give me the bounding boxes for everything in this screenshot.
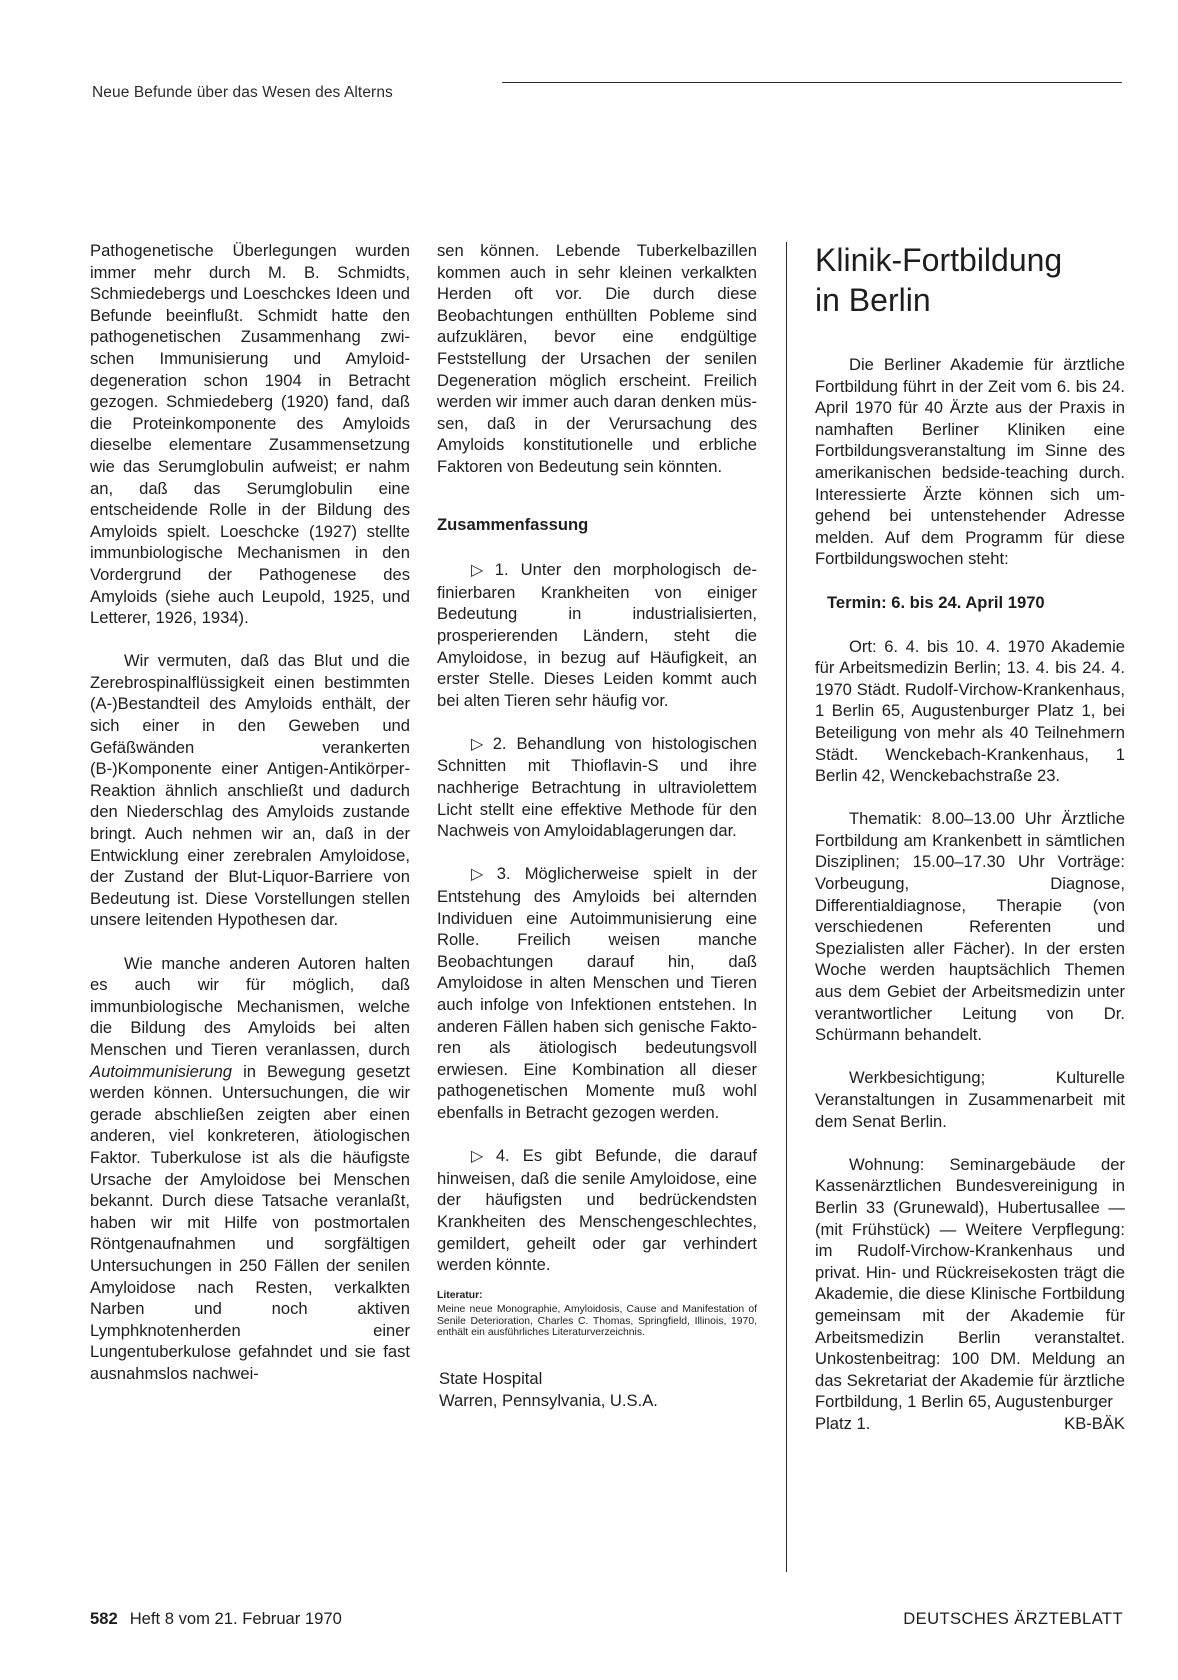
issue-info: Heft 8 vom 21. Februar 1970 [129,1609,342,1628]
termin-line: Termin: 6. bis 24. April 1970 [827,592,1045,612]
footer-left [90,1609,342,1629]
paragraph [90,953,410,1385]
list-item [437,733,757,842]
triangle-bullet-icon: ▷ [471,735,489,753]
list-item-text: 1. Unter den morphologisch definierbaren Krankheiten von einiger Bedeutung in industrialisierten, prosperierenden Ländern, steht die Amyloidose, in bezug auf Häufigkeit, an erster Stelle. Dieses Leiden kommt auch bei alten Tieren sehr häufig vor. [437,560,758,710]
journal-name: DEUTSCHES ÄRZTEBLATT [903,1609,1123,1628]
paragraph: Wir vermuten, daß das Blut und die Zerebrospinalflüssigkeit einen bestimmten (A-)Bestandteil des Amyloids enthält, der sich einer in den Geweben und Gefäßwänden verankerten (B-)Komponente einer Antigen-Antikörper-Reaktion ähnlich anschließt und dadurch den Niederschlag des Amyloids zustande bringt. Auch nehmen wir an, daß in der Entwicklung einer zerebralen Amyloidose, der Zustand der Blut-Liquor-Barriere von Bedeutung ist. Diese Vorstellungen stellen unsere leitenden Hypothesen dar. [90,651,410,930]
column-3 [815,240,1125,1435]
triangle-bullet-icon: ▷ [471,1148,492,1166]
list-item-text: 4. Es gibt Befunde, die darauf hinweisen, daß die senile Amyloidose, eine der häufigsten und bedrückendsten Krankheiten des Menschengeschlechtes, gemildert, geheilt oder gar verhindert werden könnte. [437,1146,757,1275]
list-item-text: 3. Möglicherweise spielt in der Entstehung des Amyloids bei alternden Individuen eine Autoimmunisierung eine Rolle. Freilich weisen manche Beobachtungen darauf hin, daß Amyloidose in alten Menschen und Tieren auch infolge von Infektionen entstehen. In anderen Fällen haben sich genische Faktoren als ätiologisch bedeutungsvoll erwiesen. Eine Kombination all dieser pathogenetischen Momente muß wohl ebenfalls in Betracht gezogen werden. [437,864,757,1122]
paragraph: Werkbesichtigung; Kulturelle Veranstaltungen in Zusammenarbeit mit dem Senat Berlin. [815,1068,1125,1131]
list-item-text: 2. Behandlung von histologischen Schnitten mit Thioflavin-S und ihre nachherige Betrachtung in ultraviolettem Licht stellt eine effektive Methode für den Nachweis von Amyloidablagerungen dar. [437,733,757,841]
page-number: 582 [90,1609,118,1628]
column-rule [786,242,787,1572]
last-line: Platz 1. [815,1413,871,1433]
title-line: Klinik-Fortbildung [815,242,1063,278]
triangle-bullet-icon: ▷ [471,866,493,884]
title-line: in Berlin [815,282,931,318]
list-item [437,1145,757,1276]
paragraph: Die Berliner Akademie für ärztliche Fortbildung führt in der Zeit vom 6. bis 24. April 1970 für 40 Ärzte aus der Praxis in namhaften Berliner Kliniken eine Fortbildungsveranstaltung im Sinne des amerikanischen bedside-teaching durch. Interessierte Ärzte können sich umgehend bei untenstehender Adresse melden. Auf dem Programm für diese Fortbildungswochen steht: [815,355,1125,569]
paragraph: sen können. Lebende Tuberkelbazillen kommen auch in sehr kleinen verkalkten Herden oft vor. Die durch diese Beobachtungen enthüllten Pobleme sind aufzuklären, bevor eine endgültige Feststellung der Ursachen der senilen Degeneration möglich erscheint. Freilich werden wir immer auch daran denken müssen, daß in der Verursachung des Amyloids konstitutionelle und erbliche Faktoren von Bedeutung sein könnten. [437,241,757,476]
emphasis: Autoimmunisierung [90,1061,233,1081]
address-line: State Hospital [439,1369,543,1389]
header-rule [502,82,1122,83]
paragraph: Thematik: 8.00–13.00 Uhr Ärztliche Fortbildung am Krankenbett in sämtlichen Disziplinen; 15.00–17.30 Uhr Vorträge: Vorbeugung, Diagnose, Differentialdiagnose, Therapie (von verschiedenen Referenten und Spezialisten aller Fächer). In der ersten Woche werden hauptsächlich Themen aus dem Gebiet der Arbeitsmedizin unter verantwortlicher Leitung von Dr. Schürmann behandelt. [815,809,1125,1045]
paragraph: Pathogenetische Überlegungen wurden immer mehr durch M. B. Schmidts, Schmiedebergs und Loeschckes Ideen und Befunde beeinflußt. Schmidt hatte den pathogenetischen Zusammenhang zwischen Immunisierung und Amyloiddegeneration schon 1904 in Betracht gezogen. Schmiedeberg (1920) fand, daß die Proteinkomponente des Amyloids dieselbe elementare Zusammensetzung wie das Serumglobulin aufweist; er nahm an, daß das Serumglobulin eine entscheidende Rolle in der Bildung des Amyloids spielt. Loeschcke (1927) stellte immunbiologische Mechanismen in den Vordergrund der Pathogenese des Amyloids (siehe auch Leupold, 1925, und Letterer, 1926, 1934). [90,241,410,628]
list-item [437,863,757,1123]
address-line: Warren, Pennsylvania, U.S.A. [439,1391,658,1411]
announcement-title [815,240,1125,320]
references-body: Meine neue Monographie, Amyloidosis, Cause and Manifestation of Senile Deterioration, Charles C. Thomas, Springfield, Illinois, 1970, enthält ein ausführliches Literaturverzeichnis. [437,1304,757,1338]
text-run: Wie manche anderen Autoren halten es auch wir für möglich, daß immunbiologische Mechanismen, welche die Bildung des Amyloids bei alten Menschen und Tieren veranlassen, durch [90,953,410,1059]
signature: KB-BÄK [1064,1413,1125,1433]
references [437,1290,757,1339]
column-1 [90,240,410,1384]
column-2 [437,240,757,1412]
section-heading: Zusammenfassung [437,514,589,534]
paragraph: Ort: 6. 4. bis 10. 4. 1970 Akademie für Arbeitsmedizin Berlin; 13. 4. bis 24. 4. 1970 Städt. Rudolf-Virchow-Krankenhaus, 1 Berlin 65, Augustenburger Platz 1, bei Beteiligung von mehr als 40 Teilnehmern Städt. Wenckebach-Krankenhaus, 1 Berlin 42, Wenckebachstraße 23. [815,636,1125,786]
text-run: in Bewegung gesetzt werden können. Untersuchungen, die wir gerade abschließen zeigten aber einen anderen, viel konkreteren, ätiologischen Faktor. Tuberkulose ist als die häufigste Ursache der Amyloidose bei Menschen bekannt. Durch diese Tatsache veranlaßt, haben wir mit Hilfe von postmortalen Röntgenaufnahmen und sorgfältigen Untersuchungen in 250 Fällen der senilen Amyloidose nach Resten, verkalkten Narben und noch aktiven Lymphknotenherden einer Lungentuberkulose gefahndet und sie fast ausnahmslos nachwei- [90,1061,410,1383]
list-item [437,559,757,711]
summary-list [437,559,757,1276]
author-address [437,1368,757,1412]
signature-line [815,1413,1125,1435]
running-title: Neue Befunde über das Wesen des Alterns [92,84,393,101]
references-heading: Literatur: [437,1289,483,1301]
triangle-bullet-icon: ▷ [471,562,491,580]
paragraph: Wohnung: Seminargebäude der Kassenärztlichen Bundesvereinigung in Berlin 33 (Grunewald), Hubertusallee — (mit Frühstück) — Weitere Verpflegung: im Rudolf-Virchow-Krankenhaus und privat. Hin- und Rückreisekosten trägt die Akademie, die diese Klinische Fortbildung gemeinsam mit der Akademie für Arbeitsmedizin Berlin veranstaltet. Unkostenbeitrag: 100 DM. Meldung an das Sekretariat der Akademie für ärztliche Fortbildung, 1 Berlin 65, Augustenburger [815,1154,1125,1412]
